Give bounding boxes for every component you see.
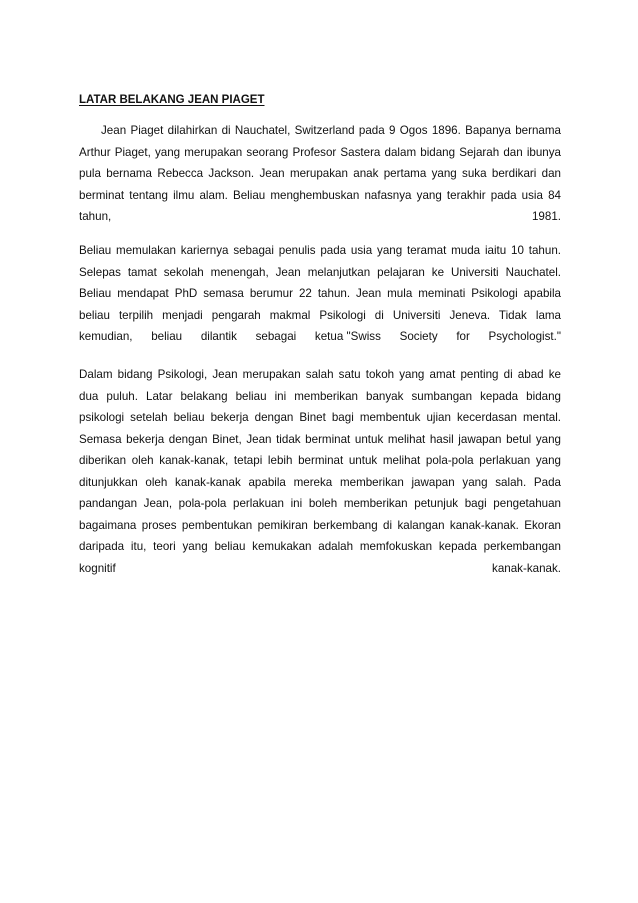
paragraph-1 [79, 120, 561, 228]
paragraph-line: diberikan oleh kanak-kanak, tetapi lebih berminat untuk melihat pola-pola perlakuan yang [79, 454, 561, 467]
paragraph-line: beliau terpilih menjadi pengarah makmal Psikologi di Universiti Jeneva. Tidak lama [79, 308, 561, 322]
paragraph-word: tahun, [79, 210, 112, 223]
paragraph-word: sebagai [255, 330, 297, 343]
paragraph-word: Psychologist." [488, 330, 561, 343]
paragraph-line: pandangan Jean, pola-pola perlakuan ini boleh memberikan petunjuk bagi pengetahuan [79, 497, 561, 510]
paragraph-word: Society [399, 330, 438, 343]
paragraph-word: dilantik [200, 330, 237, 343]
paragraph-word: beliau [151, 330, 183, 343]
paragraph-last-line [79, 326, 561, 348]
paragraph-line: Beliau mendapat PhD semasa berumur 22 tahun. Jean mula meminati Psikologi apabila [79, 287, 561, 300]
paragraph-word: kognitif [79, 561, 116, 575]
paragraph-2 [79, 240, 561, 348]
paragraph-line: ditunjukkan oleh kanak-kanak apabila mereka memberikan jawapan yang salah. Pada [79, 475, 561, 489]
paragraph-line: bagaimana proses pembentukan pemikiran berkembang di kalangan kanak-kanak. Ekoran [79, 518, 561, 532]
paragraph-line: Jean Piaget dilahirkan di Nauchatel, Switzerland pada 9 Ogos 1896. Bapanya bernama [101, 124, 561, 137]
paragraph-line: pula bernama Rebecca Jackson. Jean merupakan anak pertama yang suka berdikari dan [79, 167, 561, 180]
paragraph-word: kemudian, [79, 330, 133, 343]
paragraph-line: daripada itu, teori yang beliau kemukakan adalah memfokuskan kepada perkembangan [79, 540, 561, 553]
paragraph-line: Semasa bekerja dengan Binet, Jean tidak berminat untuk melihat hasil jawapan betul yang [79, 432, 561, 446]
paragraph-word: 1981. [531, 210, 561, 223]
paragraph-line: Dalam bidang Psikologi, Jean merupakan salah satu tokoh yang amat penting di abad ke [79, 368, 561, 381]
document-title: LATAR BELAKANG JEAN PIAGET [79, 94, 265, 106]
paragraph-line: Arthur Piaget, yang merupakan seorang Profesor Sastera dalam bidang Sejarah dan ibunya [79, 145, 561, 159]
paragraph-line: berminat tentang ilmu alam. Beliau menghembuskan nafasnya yang terakhir pada usia 84 [79, 188, 561, 202]
paragraph-word: for [456, 330, 470, 343]
paragraph-word: ketua "Swiss [314, 330, 381, 343]
paragraph-word: kanak-kanak. [492, 561, 561, 575]
paragraph-line: Selepas tamat sekolah menengah, Jean melanjutkan pelajaran ke Universiti Nauchatel. [79, 265, 561, 279]
paragraph-3 [79, 364, 561, 579]
paragraph-line: Beliau memulakan kariernya sebagai penulis pada usia yang teramat muda iaitu 10 tahun. [79, 244, 561, 257]
paragraph-last-line [79, 558, 561, 580]
paragraph-last-line [79, 206, 561, 228]
paragraph-line: dua puluh. Latar belakang beliau ini memberikan banyak sumbangan kepada bidang [79, 389, 561, 403]
paragraph-line: psikologi setelah beliau bekerja dengan Binet bagi membentuk ujian kecerdasan mental. [79, 411, 561, 424]
